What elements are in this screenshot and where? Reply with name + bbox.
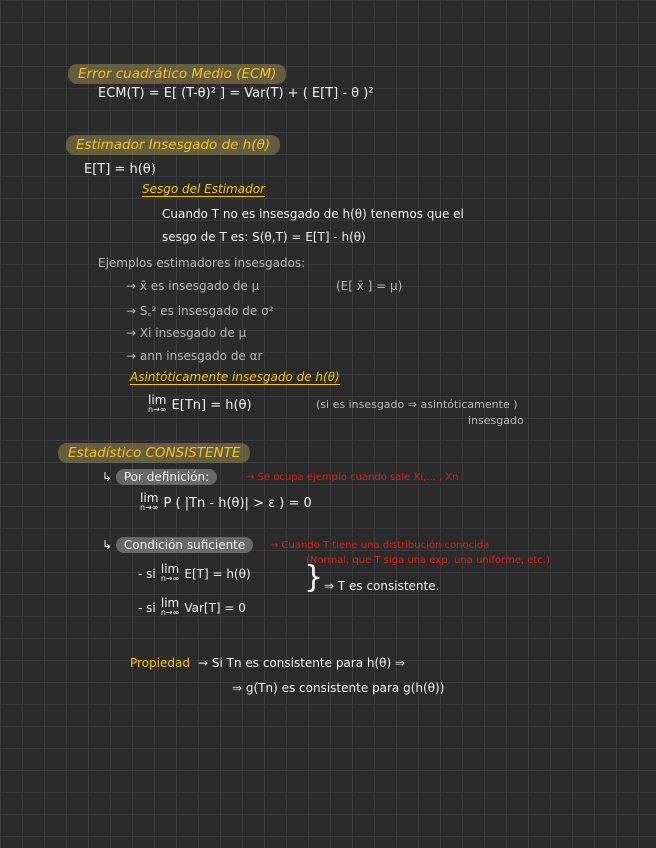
cond-formula: E[T] = h(θ) xyxy=(184,567,251,581)
arrow-icon: ↳ xyxy=(102,470,116,484)
propiedad-line-2: ⇒ g(Tn) es consistente para g(h(θ)) xyxy=(232,681,445,695)
lim-bottom: n→∞ xyxy=(140,502,159,512)
por-definicion-label: Por definición: xyxy=(116,469,217,485)
condicion-1 xyxy=(138,563,251,583)
cond-formula: Var[T] = 0 xyxy=(184,601,246,615)
ecm-formula: ECM(T) = E[ (T-θ)² ] = Var(T) + ( E[T] - θ )² xyxy=(98,86,374,101)
condicion-label: Condición suficiente xyxy=(116,537,253,553)
ejemplo-3: → Xi insesgado de μ xyxy=(126,326,247,340)
ejemplo-4: → ann insesgado de αr xyxy=(126,349,263,363)
lim-top: lim xyxy=(160,595,180,610)
insesgado-definition: E[T] = h(θ) xyxy=(84,162,156,177)
asintotico-formula: E[Tn] = h(θ) xyxy=(171,398,252,413)
por-definicion-note: → Se ocupa ejemplo cuando sale Xi,... , Xn xyxy=(246,472,459,483)
asintotico-limit xyxy=(148,394,252,414)
condicion-2 xyxy=(138,597,246,617)
propiedad-label: Propiedad xyxy=(130,656,190,670)
lim-top: lim xyxy=(160,561,180,576)
asintotico-note-2: insesgado xyxy=(468,414,524,427)
sesgo-title: Sesgo del Estimador xyxy=(142,182,265,196)
cond-prefix: - si xyxy=(138,567,156,581)
lim-top: lim xyxy=(148,392,167,407)
consistente-limit xyxy=(140,492,312,512)
propiedad-line-1: → Si Tn es consistente para h(θ) ⇒ xyxy=(198,656,406,670)
condicion-note-2: (Normal, que T siga una exp, una uniforme, etc.) xyxy=(306,555,550,566)
cond-prefix: - si xyxy=(138,601,156,615)
ejemplos-title: Ejemplos estimadores insesgados: xyxy=(98,256,306,270)
ejemplo-1-note: (E[ x̄ ] = μ) xyxy=(336,279,403,293)
ejemplo-1: → x̄ es insesgado de μ xyxy=(126,279,260,293)
asintotico-note: (si es insesgado ⇒ asintóticamente ) xyxy=(316,398,518,411)
lim-bottom: n→∞ xyxy=(160,607,180,617)
por-definicion-row xyxy=(102,470,217,484)
sesgo-line-2: sesgo de T es: S(θ,T) = E[T] - h(θ) xyxy=(162,230,366,244)
brace-icon: } xyxy=(304,560,324,595)
consistente-title: Estadístico CONSISTENTE xyxy=(58,443,250,463)
lim-bottom: n→∞ xyxy=(160,573,180,583)
condicion-note-1: → Cuando T tiene una distribución conocida xyxy=(270,540,490,551)
ecm-title: Error cuadrático Medio (ECM) xyxy=(68,64,286,84)
insesgado-title: Estimador Insesgado de h(θ) xyxy=(66,135,280,155)
lim-top: lim xyxy=(140,490,159,505)
conclusion: ⇒ T es consistente. xyxy=(324,579,440,593)
arrow-icon: ↳ xyxy=(102,538,116,552)
ejemplo-2: → S꜀² es insesgado de σ² xyxy=(126,304,274,318)
consistente-formula: P ( |Tn - h(θ)| > ε ) = 0 xyxy=(163,496,312,511)
sesgo-line-1: Cuando T no es insesgado de h(θ) tenemos que el xyxy=(162,207,464,221)
condicion-row xyxy=(102,538,253,552)
lim-bottom: n→∞ xyxy=(148,404,167,414)
asintotico-title: Asintóticamente insesgado de h(θ) xyxy=(130,370,340,384)
